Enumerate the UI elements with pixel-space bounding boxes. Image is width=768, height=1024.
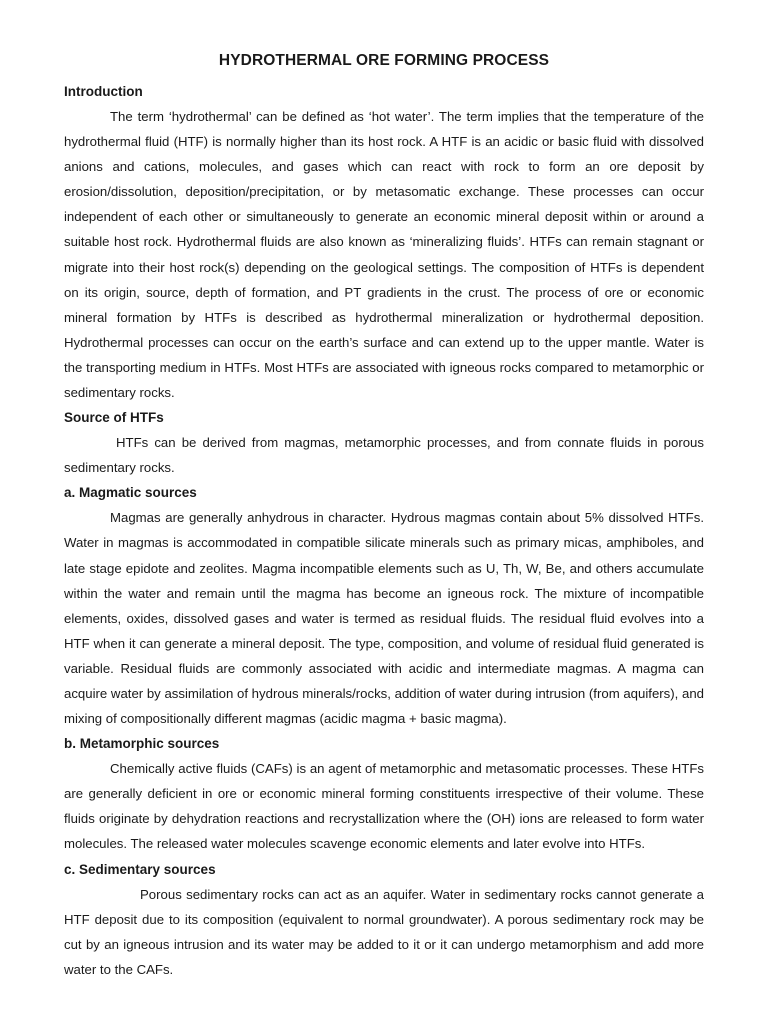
paragraph-metamorphic-sources: Chemically active fluids (CAFs) is an agent of metamorphic and metasomatic processes. These HTFs are generally deficient in ore or economic mineral forming constituents irrespective of their volume. These fluids originate by dehydration reactions and recrystallization where the (OH) ions are released to form water molecules. The released water molecules scavenge economic elements and later evolve into HTFs. xyxy=(64,761,704,852)
paragraph-introduction: The term ‘hydrothermal’ can be defined as ‘hot water’. The term implies that the temperature of the hydrothermal fluid (HTF) is normally higher than its host rock. A HTF is an acidic or basic fluid with dissolved anions and cations, molecules, and gases which can react with rock to form an ore deposit by erosion/dissolution, deposition/precipitation, or by metasomatic exchange. These processes can occur independent of each other or simultaneously to generate an economic mineral deposit within or around a suitable host rock. Hydrothermal fluids are also known as ‘mineralizing fluids’. HTFs can remain stagnant or migrate into their host rock(s) depending on the geological settings. The composition of HTFs is dependent on its origin, source, depth of formation, and PT gradients in the crust. The process of ore or economic mineral formation by HTFs is described as hydrothermal mineralization or hydrothermal deposition. Hydrothermal processes can occur on the earth’s surface and can extend up to the upper mantle. Water is the transporting medium in HTFs. Most HTFs are associated with igneous rocks compared to metamorphic or sedimentary rocks. xyxy=(64,109,704,401)
section-heading-magmatic-sources: a. Magmatic sources xyxy=(64,485,197,501)
document-page xyxy=(64,50,704,982)
section-sedimentary-sources xyxy=(64,857,704,982)
paragraph-sedimentary-sources: Porous sedimentary rocks can act as an aquifer. Water in sedimentary rocks cannot generate a HTF deposit due to its composition (equivalent to normal groundwater). A porous sedimentary rock may be cut by an igneous intrusion and its water may be added to it or it can undergo metamorphism and add more water to the CAFs. xyxy=(64,886,704,977)
paragraph-magmatic-sources: Magmas are generally anhydrous in character. Hydrous magmas contain about 5% dissolved HTFs. Water in magmas is accommodated in compatible silicate minerals such as primary micas, amphiboles, and late stage epidote and zeolites. Magma incompatible elements such as U, Th, W, Be, and others accumulate within the water and remain until the magma has become an igneous rock. The mixture of incompatible elements, oxides, dissolved gases and water is termed as residual fluids. The residual fluid evolves into a HTF when it can generate a mineral deposit. The type, composition, and volume of residual fluid generated is variable. Residual fluids are commonly associated with acidic and intermediate magmas. A magma can acquire water by assimilation of hydrous minerals/rocks, addition of water during intrusion (from aquifers), and mixing of compositionally different magmas (acidic magma + basic magma). xyxy=(64,510,704,727)
document-title: HYDROTHERMAL ORE FORMING PROCESS xyxy=(218,52,550,69)
paragraph-source-of-htfs: HTFs can be derived from magmas, metamorphic processes, and from connate fluids in porous sedimentary rocks. xyxy=(64,435,704,476)
section-source-of-htfs xyxy=(64,405,704,480)
section-introduction xyxy=(64,79,704,405)
section-magmatic-sources xyxy=(64,480,704,731)
section-heading-metamorphic-sources: b. Metamorphic sources xyxy=(64,736,220,752)
section-heading-introduction: Introduction xyxy=(64,84,143,99)
section-heading-source-of-htfs: Source of HTFs xyxy=(64,410,164,426)
section-heading-sedimentary-sources: c. Sedimentary sources xyxy=(64,861,216,877)
section-metamorphic-sources xyxy=(64,731,704,856)
